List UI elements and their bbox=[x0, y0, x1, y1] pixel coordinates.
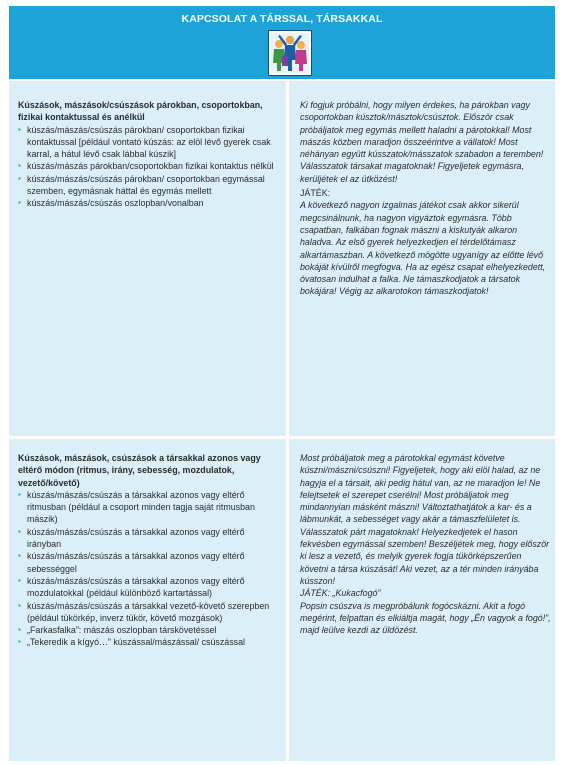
game-text: Popsin csúszva is megpróbálunk fogócskázni. Akit a fogó megérint, felpattan és elkiáltja magát, hogy „Én vagyok a fogó!”, majd leülve kezdi az üldözést. bbox=[300, 600, 551, 636]
children-group-icon bbox=[268, 30, 312, 76]
list-item: ▪ kúszás/mászás/csúszás a társakkal azonos vagy eltérő mozdulatokkal (például különböző kartartással) bbox=[18, 575, 280, 600]
list-item: ▪ „Tekeredik a kígyó…” kúszással/mászással/ csúszással bbox=[18, 636, 280, 648]
section-row-2 bbox=[9, 439, 555, 761]
game-text: A következő nagyon izgalmas játékot csak akkor sikerül megcsinálnunk, ha nagyon vigyáztok egymásra. Több csapatban, falkában fognak mászni a kiskutyák alkaron haladva. Az első gyerek helyezkedjen el térdelőtámasz alkartámaszban. A következő mögötte ugyanígy az előtte lévő bokáját kívülről megfogva. Ha az egész csapat elhelyezkedett, óvatosan indulhat a falka. Ne támaszkodjatok a társatok bokájára! Végig az alkarotokon támaszkodjatok! bbox=[300, 200, 546, 297]
list-item: ▪ kúszás/mászás/csúszás párokban/ csoportokban egymással szemben, egymásnak háttal és egymás mellett bbox=[18, 173, 280, 198]
header-banner bbox=[9, 6, 555, 79]
instructions-column bbox=[289, 81, 555, 436]
game-label: JÁTÉK: „Kukacfogó” bbox=[300, 588, 381, 599]
skills-list bbox=[18, 489, 280, 649]
list-item: ▪ kúszás/mászás párokban/csoportokban fizikai kontaktus nélkül bbox=[18, 160, 280, 172]
list-item: ▪ kúszás/mászás/csúszás a társakkal azonos vagy eltérő sebességgel bbox=[18, 550, 280, 575]
game-label: JÁTÉK: bbox=[300, 188, 331, 199]
instruction-text: Most próbáljatok meg a párotokkal egymást követve kúszni/mászni/csúszni! Figyeljetek, hogy aki elöl halad, az ne hagyja el a társait, aki pedig hátul van, az ne maradjon le! Ne felejtsetek el szerepet cserélni! Most próbáljatok meg mindannyian másként mászni! Változtathatjátok a kar- és a lábmunkát, a sebességet vagy akár a támaszfelületet is. Válasszatok párt magatoknak! Helyezkedjetek el hason fekvésben egymással szemben! Beszéljétek meg, hogy először ki lesz a vezető, és melyik gyerek fogja tükörképszerűen követni a társa kúszását! Aki vezet, az a tér minden irányába kússzon! bbox=[300, 453, 550, 586]
page-title: KAPCSOLAT A TÁRSSAL, TÁRSAKKAL bbox=[181, 13, 383, 25]
section-row-1 bbox=[9, 81, 555, 436]
list-item: ▪ kúszás/mászás/csúszás párokban/ csoportokban fizikai kontaktussal [például vontató kúszás: az elöl lévő gyerek csak karral, a hátul lévő csak lábbal kúszik] bbox=[18, 124, 280, 161]
list-item: ▪ „Farkasfalka”: mászás oszlopban társkövetéssel bbox=[18, 624, 280, 636]
list-item: ▪ kúszás/mászás/csúszás a társakkal azonos vagy eltérő ritmusban (például a csoport minden tagja saját ritmusban mászik) bbox=[18, 489, 280, 526]
instructions-column bbox=[289, 439, 555, 761]
skills-column bbox=[9, 81, 286, 436]
section-heading: Kúszások, mászások, csúszások a társakkal azonos vagy eltérő módon (ritmus, irány, sebesség, mozdulatok, vezető/követő) bbox=[18, 453, 261, 488]
instruction-text: Ki fogjuk próbálni, hogy milyen érdekes, ha párokban vagy csoportokban kúsztok/másztok/csúsztok. Először csak próbáljatok meg egymás mellett haladni a párotokkal! Most mászás közben maradjon összeérintve a vállatok! Most néhányan együtt kússzatok/másszatok szabadon a teremben! Válasszatok társakat magatoknak! Figyeljetek egymásra, kerüljétek el az ütközést! bbox=[300, 100, 544, 184]
list-item: ▪ kúszás/mászás/csúszás a társakkal azonos vagy eltérő irányban bbox=[18, 526, 280, 551]
list-item: ▪ kúszás/mászás/csúszás oszlopban/vonalban bbox=[18, 197, 280, 209]
skills-column bbox=[9, 439, 286, 761]
list-item: ▪ kúszás/mászás/csúszás a társakkal vezető-követő szerepben (például tükörkép, inverz tükör, követő mozgások) bbox=[18, 600, 280, 625]
section-heading: Kúszások, mászások/csúszások párokban, csoportokban, fizikai kontaktussal és anélkül bbox=[18, 100, 263, 123]
skills-list bbox=[18, 124, 280, 210]
